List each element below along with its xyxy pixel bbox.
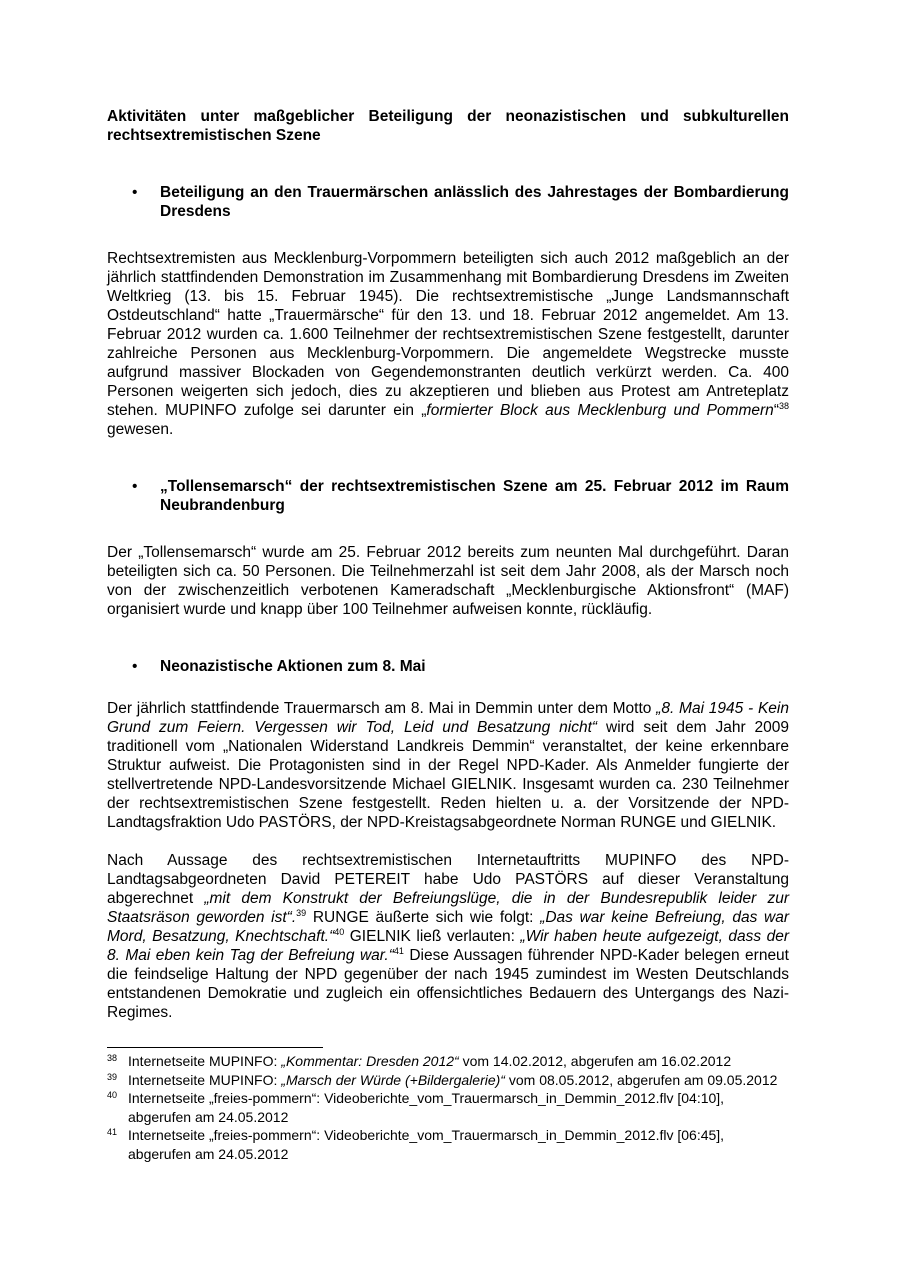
footnote-40 xyxy=(107,1089,789,1126)
section-title-text: „Tollensemarsch“ der rechtsextremistischen Szene am 25. Februar 2012 im Raum Neubrandenburg xyxy=(160,478,789,514)
bullet-icon: • xyxy=(132,184,138,201)
footnote-38 xyxy=(107,1052,789,1071)
footnote-divider xyxy=(107,1047,323,1048)
section-title-tollensemarsch xyxy=(107,477,789,515)
paragraph-text-end: wird seit dem Jahr 2009 traditionell vom „Nationalen Widerstand Landkreis Demmin“ veranstaltet, der keine erkennbare Struktur aufweist. Die Protagonisten sind in der Regel NPD-Kader. Als Anmelder fungierte der stellvertretende NPD-Landesvorsitzende Michael GIELNIK. Insgesamt wurden ca. 230 Teilnehmer der rechtsextremistischen Szene festgestellt. Reden hielten u. a. der Vorsitzende der NPD-Landtagsfraktion Udo PASTÖRS, der NPD-Kreistagsabgeordnete Norman RUNGE und GIELNIK. xyxy=(107,719,790,831)
paragraph-dresden xyxy=(107,249,789,439)
footnote-date: vom 08.05.2012, abgerufen am 09.05.2012 xyxy=(504,1071,778,1088)
paragraph-text: GIELNIK ließ verlauten: xyxy=(344,928,521,945)
section-title-dresden xyxy=(107,183,789,221)
section-title-8-mai xyxy=(107,657,789,676)
paragraph-text-end: Diese Aussagen führender NPD-Kader belegen erneut die feindselige Haltung der NPD gegenüber der nach 1945 zumindest im Westen Deutschlands entstandenen Demokratie und zugleich ein offensichtliches Bedauern des Untergangs des Nazi-Regimes. xyxy=(107,947,789,1021)
footnote-text: Internetseite „freies-pommern“: Videoberichte_vom_Trauermarsch_in_Demmin_2012.flv [06:45], abgerufen am 24.05.2012 xyxy=(128,1127,725,1162)
quote-runge: „Das war keine Befreiung, das war Mord, Besatzung, Knechtschaft.“ xyxy=(107,909,789,945)
paragraph-text: Der jährlich stattfindende Trauermarsch am 8. Mai in Demmin unter dem Motto xyxy=(107,700,657,717)
bullet-icon: • xyxy=(132,658,138,675)
paragraph-8-mai-2 xyxy=(107,851,789,1022)
footnote-number: 38 xyxy=(107,1053,118,1063)
paragraph-tollensemarsch: Der „Tollensemarsch“ wurde am 25. Februar 2012 bereits zum neunten Mal durchgeführt. Daran beteiligten sich ca. 50 Personen. Die Teilnehmerzahl ist seit dem Jahr 2008, als der Marsch noch von der zwischenzeitlich verbotenen Kameradschaft „Mecklenburgische Aktionsfront“ (MAF) organisiert wurde und knapp über 100 Teilnehmer aufweisen konnte, rückläufig. xyxy=(107,544,789,618)
quote-gielnik: „Wir haben heute aufgezeigt, dass der 8. Mai eben kein Tag der Befreiung war.“ xyxy=(107,928,789,964)
footnote-text: Internetseite MUPINFO: xyxy=(128,1071,282,1088)
footnote-ref[interactable]: 41 xyxy=(393,946,404,956)
paragraph-quote: formierter Block aus Mecklenburg und Pommern xyxy=(426,402,774,419)
footnote-number: 39 xyxy=(107,1071,118,1082)
quote-close: “ xyxy=(773,402,779,419)
bullet-icon: • xyxy=(132,478,138,495)
paragraph-text: RUNGE äußerte sich wie folgt: xyxy=(306,909,541,926)
footnote-text: Internetseite „freies-pommern“: Videoberichte_vom_Trauermarsch_in_Demmin_2012.flv [04:10], abgerufen am 24.05.2012 xyxy=(128,1090,725,1125)
footnote-ref[interactable]: 40 xyxy=(334,927,345,937)
page-heading: Aktivitäten unter maßgeblicher Beteiligung der neonazistischen und subkulturellen rechtsextremistischen Szene xyxy=(107,108,789,144)
paragraph-text-end: gewesen. xyxy=(107,421,174,438)
footnote-41 xyxy=(107,1126,789,1163)
section-title-text: Neonazistische Aktionen zum 8. Mai xyxy=(160,658,426,675)
footnote-date: vom 14.02.2012, abgerufen am 16.02.2012 xyxy=(458,1053,732,1069)
footnote-number: 40 xyxy=(107,1090,118,1100)
paragraph-quote: „8. Mai 1945 - Kein Grund zum Feiern. Vergessen wir Tod, Leid und Besatzung nicht“ xyxy=(107,700,789,736)
page-body xyxy=(107,107,789,1022)
section-title-text: Beteiligung an den Trauermärschen anlässlich des Jahrestages der Bombardierung Dresdens xyxy=(160,184,789,220)
footnote-ref[interactable]: 38 xyxy=(778,401,789,411)
footnote-ref[interactable]: 39 xyxy=(296,908,307,918)
footnote-text: Internetseite MUPINFO: xyxy=(128,1053,282,1069)
footnote-title: „Kommentar: Dresden 2012“ xyxy=(281,1053,459,1069)
footnote-title: „Marsch der Würde (+Bildergalerie)“ xyxy=(281,1071,505,1088)
quote-pastoers: „mit dem Konstrukt der Befreiungslüge, die in der Bundesrepublik leider zur Staatsräson geworden ist“. xyxy=(107,890,789,926)
footnotes xyxy=(107,1052,789,1163)
paragraph-8-mai-1 xyxy=(107,699,789,832)
paragraph-text: Nach Aussage des rechtsextremistischen Internetauftritts MUPINFO des NPD-Landtagsabgeordneten David PETEREIT habe Udo PASTÖRS auf dieser Veranstaltung abgerechnet xyxy=(107,852,789,907)
paragraph-text: Rechtsextremisten aus Mecklenburg-Vorpommern beteiligten sich auch 2012 maßgeblich an der jährlich stattfindenden Demonstration im Zusammenhang mit Bombardierung Dresdens im Zweiten Weltkrieg (13. bis 15. Februar 1945). Die rechtsextremistische „Junge Landsmannschaft Ostdeutschland“ hatte „Trauermärsche“ für den 13. und 18. Februar 2012 angemeldet. Am 13. Februar 2012 wurden ca. 1.600 Teilnehmer der rechtsextremistischen Szene festgestellt, darunter zahlreiche Personen aus Mecklenburg-Vorpommern. Die angemeldete Wegstrecke musste aufgrund massiver Blockaden von Gegendemonstranten deutlich verkürzt werden. Ca. 400 Personen weigerten sich jedoch, dies zu akzeptieren und blieben aus Protest am Antreteplatz stehen. MUPINFO zufolge sei darunter ein „ xyxy=(107,250,789,419)
footnote-39 xyxy=(107,1071,789,1090)
footnote-number: 41 xyxy=(107,1127,118,1137)
